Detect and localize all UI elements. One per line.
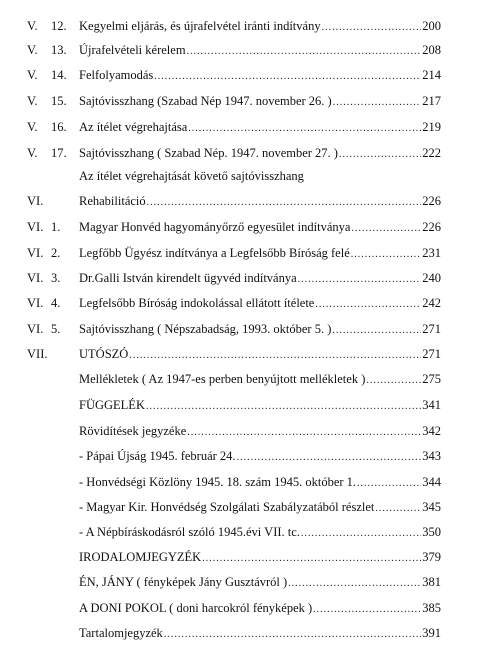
toc-title: Sajtóvisszhang (Szabad Nép 1947. november 26. ): [79, 94, 332, 108]
toc-entry: [79, 116, 441, 140]
toc-entry: [79, 471, 441, 495]
dot-leader: [366, 370, 421, 392]
toc-entry: [79, 15, 441, 39]
toc-title: Tartalomjegyzék: [79, 626, 163, 640]
section-number: 17.: [51, 146, 67, 160]
toc-row: [0, 142, 478, 164]
page-number: 217: [422, 94, 441, 108]
toc-row: [0, 15, 478, 37]
toc-entry: [79, 571, 441, 595]
toc-entry: [79, 597, 441, 621]
toc-row: [0, 394, 478, 416]
toc-entry: [79, 368, 441, 392]
dot-leader: [146, 396, 421, 418]
page-number: 226: [422, 194, 441, 208]
dot-leader: [375, 498, 421, 520]
dot-leader: [333, 92, 422, 114]
dot-leader: [351, 218, 421, 240]
dot-leader: [357, 473, 421, 495]
page-number: 343: [422, 449, 441, 463]
toc-row: [0, 64, 478, 86]
page-number: 222: [422, 146, 441, 160]
chapter-number: VI.: [27, 246, 44, 260]
toc-row: [0, 343, 478, 365]
toc-title: Újrafelvételi kérelem: [79, 43, 186, 57]
toc-entry: [79, 39, 441, 63]
dot-leader: [301, 523, 421, 545]
section-number: 12.: [51, 19, 67, 33]
section-number: 14.: [51, 68, 67, 82]
page-number: 242: [422, 296, 441, 310]
toc-title: ÉN, JÁNY ( fényképek Jány Gusztávról ): [79, 575, 288, 589]
toc-row: [0, 546, 478, 568]
toc-row: [0, 445, 478, 467]
toc-continuation-line: Az ítélet végrehajtását követő sajtóvisszhang: [79, 169, 304, 183]
toc-row: [0, 521, 478, 543]
dot-leader: [147, 192, 422, 214]
chapter-number: VI.: [27, 296, 44, 310]
dot-leader: [187, 41, 422, 63]
section-number: 13.: [51, 43, 67, 57]
page-number: 208: [422, 43, 441, 57]
chapter-number: V.: [27, 68, 38, 82]
section-number: 2.: [51, 246, 61, 260]
page-number: 271: [422, 322, 441, 336]
toc-title: - Pápai Újság 1945. február 24.: [79, 449, 236, 463]
chapter-number: VII.: [27, 347, 48, 361]
page-number: 344: [422, 475, 441, 489]
chapter-number: VI.: [27, 194, 44, 208]
dot-leader: [288, 573, 421, 595]
page-number: 271: [422, 347, 441, 361]
toc-title: Rehabilitáció: [79, 194, 146, 208]
toc-entry: [79, 90, 441, 114]
toc-title: A DONI POKOL ( doni harcokról fényképek ): [79, 601, 313, 615]
page-number: 379: [422, 550, 441, 564]
dot-leader: [339, 144, 421, 166]
toc-title: IRODALOMJEGYZÉK: [79, 550, 202, 564]
dot-leader: [351, 244, 422, 266]
section-number: 4.: [51, 296, 61, 310]
chapter-number: VI.: [27, 322, 44, 336]
page-number: 350: [422, 525, 441, 539]
page-number: 342: [422, 424, 441, 438]
dot-leader: [322, 17, 422, 39]
section-number: 5.: [51, 322, 61, 336]
chapter-number: V.: [27, 43, 38, 57]
toc-entry: [79, 142, 441, 166]
toc-row: [0, 571, 478, 593]
toc-row: [0, 242, 478, 264]
toc-title: Kegyelmi eljárás, és újrafelvétel iránti indítvány: [79, 19, 321, 33]
dot-leader: [202, 548, 421, 570]
toc-entry: [79, 546, 441, 570]
toc-row: [0, 292, 478, 314]
page-number: 385: [422, 601, 441, 615]
dot-leader: [298, 269, 422, 291]
toc-row: [0, 190, 478, 212]
page-number: 219: [422, 120, 441, 134]
chapter-number: VI.: [27, 271, 44, 285]
page-number: 391: [422, 626, 441, 640]
page-number: 345: [422, 500, 441, 514]
toc-title: Sajtóvisszhang ( Népszabadság, 1993. október 5. ): [79, 322, 332, 336]
chapter-number: V.: [27, 19, 38, 33]
toc-title: Sajtóvisszhang ( Szabad Nép. 1947. november 27. ): [79, 146, 338, 160]
toc-entry: [79, 343, 441, 367]
toc-title: Legfőbb Ügyész indítványa a Legfelsőbb Bíróság felé: [79, 246, 350, 260]
dot-leader: [315, 294, 421, 316]
toc-entry: [79, 64, 441, 88]
toc-title: Mellékletek ( Az 1947-es perben benyújtott mellékletek ): [79, 372, 366, 386]
chapter-number: V.: [27, 120, 38, 134]
section-number: 3.: [51, 271, 61, 285]
toc-entry: [79, 216, 441, 240]
chapter-number: VI.: [27, 220, 44, 234]
toc-title: Legfelsőbb Bíróság indokolással ellátott ítélete: [79, 296, 315, 310]
toc-row: [0, 622, 478, 644]
page-number: 200: [422, 19, 441, 33]
toc-entry: [79, 190, 441, 214]
page-number: 381: [422, 575, 441, 589]
section-number: 1.: [51, 220, 61, 234]
toc-entry: [79, 496, 441, 520]
dot-leader: [237, 447, 422, 469]
toc-title: Dr.Galli István kirendelt ügyvéd indítványa: [79, 271, 297, 285]
toc-entry: [79, 420, 441, 444]
toc-row: [0, 318, 478, 340]
toc-title: FÜGGELÉK: [79, 398, 145, 412]
chapter-number: V.: [27, 146, 38, 160]
page-number: 226: [422, 220, 441, 234]
dot-leader: [164, 624, 421, 646]
toc-entry: [79, 242, 441, 266]
toc-entry: [79, 521, 441, 545]
toc-row: [0, 216, 478, 238]
toc-title: - Honvédségi Közlöny 1945. 18. szám 1945. október 1.: [79, 475, 357, 489]
toc-row: [0, 165, 478, 187]
section-number: 15.: [51, 94, 67, 108]
toc-row: [0, 39, 478, 61]
toc-title: - Magyar Kir. Honvédség Szolgálati Szabályzatából részlet: [79, 500, 375, 514]
toc-entry: [79, 622, 441, 646]
toc-title: Felfolyamodás: [79, 68, 154, 82]
toc-row: [0, 90, 478, 112]
section-number: 16.: [51, 120, 67, 134]
toc-title: Rövidítések jegyzéke: [79, 424, 187, 438]
toc-entry: [79, 445, 441, 469]
page-number: 341: [422, 398, 441, 412]
page-number: 214: [422, 68, 441, 82]
dot-leader: [187, 422, 421, 444]
toc-title: UTÓSZÓ: [79, 347, 129, 361]
dot-leader: [313, 599, 421, 621]
chapter-number: V.: [27, 94, 38, 108]
dot-leader: [129, 345, 421, 367]
toc-title: Magyar Honvéd hagyományőrző egyesület indítványa: [79, 220, 351, 234]
toc-title: Az ítélet végrehajtása: [79, 120, 188, 134]
toc-entry: [79, 292, 441, 316]
toc-row: [0, 368, 478, 390]
toc-row: [0, 496, 478, 518]
dot-leader: [332, 320, 421, 342]
toc-row: [0, 267, 478, 289]
dot-leader: [188, 118, 421, 140]
page-number: 240: [422, 271, 441, 285]
toc-row: [0, 420, 478, 442]
toc-row: [0, 597, 478, 619]
toc-entry: [79, 394, 441, 418]
toc-row: [0, 116, 478, 138]
toc-entry: [79, 267, 441, 291]
toc-title: - A Népbíráskodásról szóló 1945.évi VII. tc.: [79, 525, 300, 539]
page-number: 231: [422, 246, 441, 260]
toc-entry: [79, 318, 441, 342]
toc-row: [0, 471, 478, 493]
dot-leader: [154, 66, 421, 88]
page-number: 275: [422, 372, 441, 386]
